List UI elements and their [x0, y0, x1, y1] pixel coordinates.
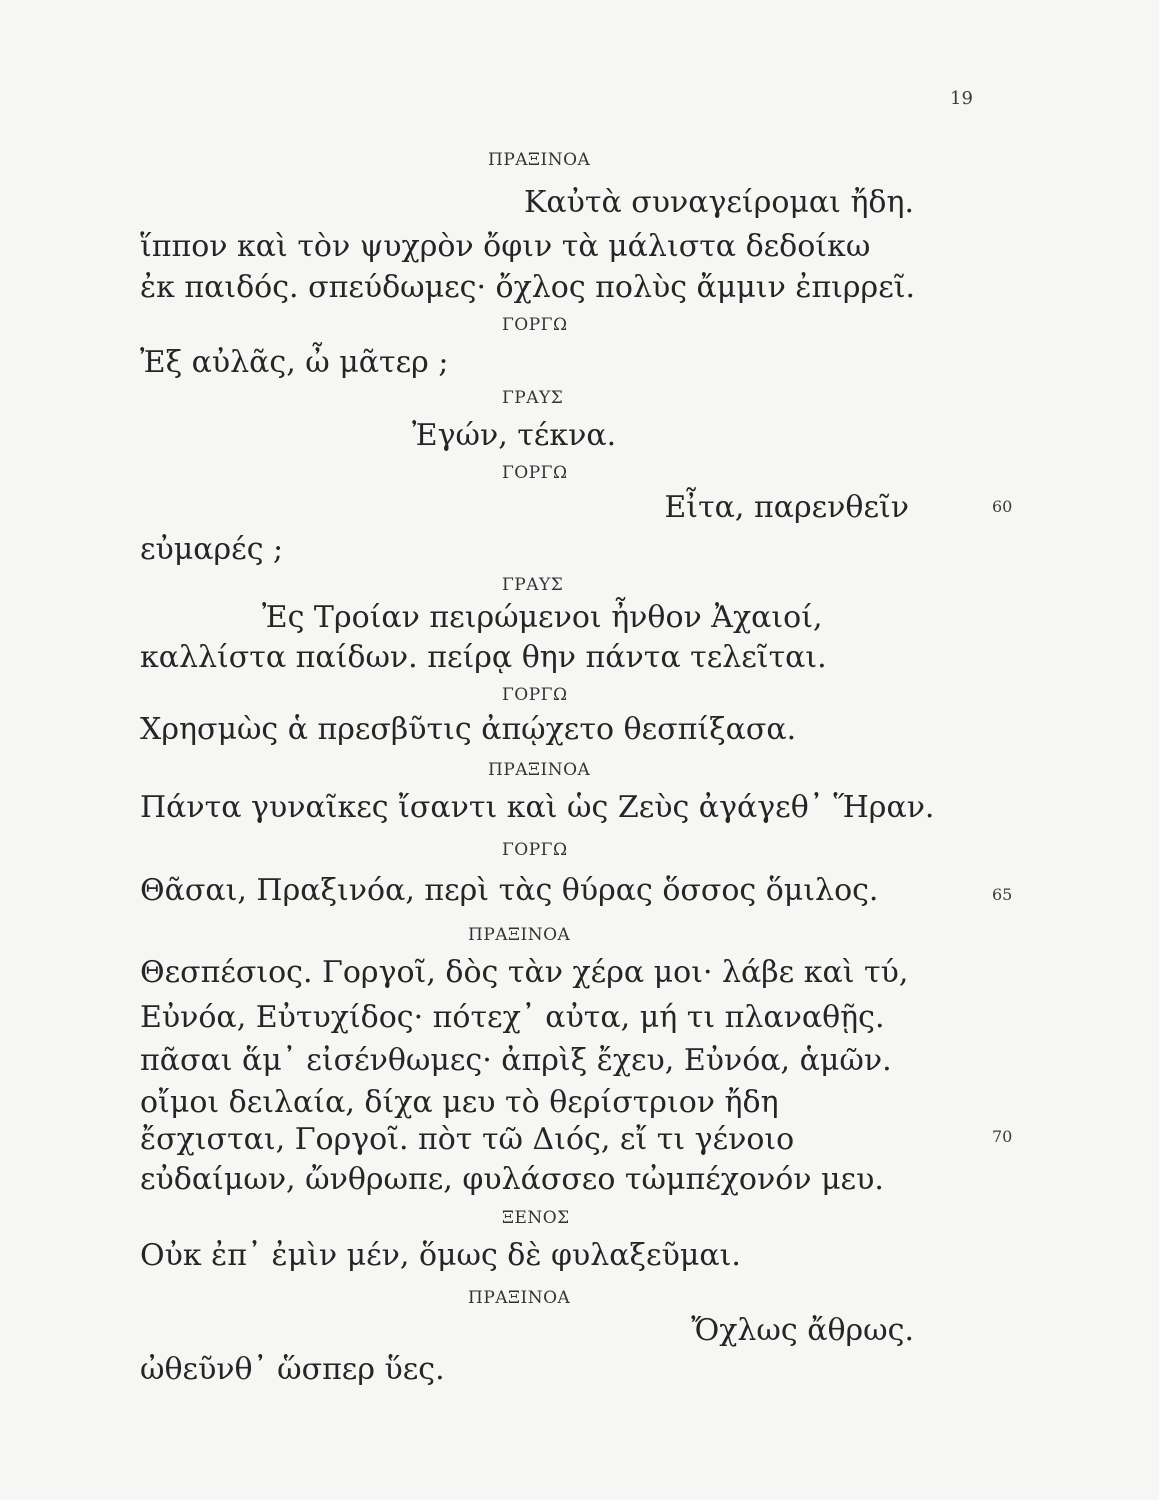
- line-number: 70: [992, 1127, 1013, 1146]
- speaker-graus: ΓΡΑΥΣ: [502, 575, 564, 595]
- verse-line: Εὐνόα, Εὐτυχίδος· πότεχ᾽ αὐτα, μή τι πλαναθῇς.: [140, 1000, 885, 1035]
- line-number: 60: [992, 497, 1013, 516]
- verse-line: Οὐκ ἐπ᾽ ἐμὶν μέν, ὅμως δὲ φυλαξεῦμαι.: [140, 1238, 741, 1273]
- page-number: 19: [950, 88, 973, 109]
- verse-line: εὐμαρές ;: [140, 532, 284, 567]
- verse-line: Καὐτὰ συναγείρομαι ἤδη.: [523, 185, 914, 220]
- speaker-praxinoa: ΠΡΑΞΙΝΟΑ: [488, 150, 591, 170]
- speaker-xenos: ΞΕΝΟΣ: [502, 1208, 570, 1228]
- verse-line: οἴμοι δειλαία, δίχα μευ τὸ θερίστριον ἤδη: [140, 1085, 779, 1120]
- speaker-praxinoa: ΠΡΑΞΙΝΟΑ: [468, 925, 571, 945]
- verse-line: εὐδαίμων, ὤνθρωπε, φυλάσσεο τὠμπέχονόν μευ.: [140, 1162, 884, 1197]
- verse-line: Θᾶσαι, Πραξινόα, περὶ τὰς θύρας ὅσσος ὅμιλος.: [140, 873, 879, 908]
- verse-line: Ἐξ αὐλᾶς, ὦ μᾶτερ ;: [140, 345, 449, 380]
- speaker-gorgo: ΓΟΡΓΩ: [502, 840, 568, 860]
- verse-line: ἐκ παιδός. σπεύδωμες· ὄχλος πολὺς ἄμμιν ἐπιρρεῖ.: [140, 270, 916, 305]
- verse-line: Ὄχλως ἄθρως.: [691, 1313, 914, 1348]
- verse-line: Χρησμὼς ἁ πρεσβῦτις ἀπῴχετο θεσπίξασα.: [140, 712, 797, 747]
- verse-line: Εἶτα, παρενθεῖν: [664, 490, 909, 525]
- verse-line: Ἐς Τροίαν πειρώμενοι ἦνθον Ἀχαιοί,: [262, 600, 823, 635]
- verse-line: ἔσχισται, Γοργοῖ. πὸτ τῶ Διός, εἴ τι γένοιο: [140, 1122, 795, 1157]
- speaker-gorgo: ΓΟΡΓΩ: [502, 685, 568, 705]
- verse-line: Θεσπέσιος. Γοργοῖ, δὸς τὰν χέρα μοι· λάβε καὶ τύ,: [140, 955, 909, 990]
- verse-line: ὠθεῦνθ᾽ ὥσπερ ὕες.: [140, 1352, 445, 1387]
- speaker-graus: ΓΡΑΥΣ: [502, 388, 564, 408]
- speaker-gorgo: ΓΟΡΓΩ: [502, 315, 568, 335]
- verse-line: πᾶσαι ἅμ᾽ εἰσένθωμες· ἀπρὶξ ἔχευ, Εὐνόα, ἁμῶν.: [140, 1043, 892, 1078]
- verse-line: ἵππον καὶ τὸν ψυχρὸν ὄφιν τὰ μάλιστα δεδοίκω: [140, 229, 871, 264]
- verse-line: καλλίστα παίδων. πείρᾳ θην πάντα τελεῖται.: [140, 640, 827, 675]
- speaker-praxinoa: ΠΡΑΞΙΝΟΑ: [488, 760, 591, 780]
- speaker-praxinoa: ΠΡΑΞΙΝΟΑ: [468, 1288, 571, 1308]
- verse-line: Ἐγών, τέκνα.: [412, 418, 617, 453]
- speaker-gorgo: ΓΟΡΓΩ: [502, 463, 568, 483]
- verse-line: Πάντα γυναῖκες ἴσαντι καὶ ὡς Ζεὺς ἀγάγεθ᾽ Ἥραν.: [140, 790, 935, 825]
- line-number: 65: [992, 885, 1013, 904]
